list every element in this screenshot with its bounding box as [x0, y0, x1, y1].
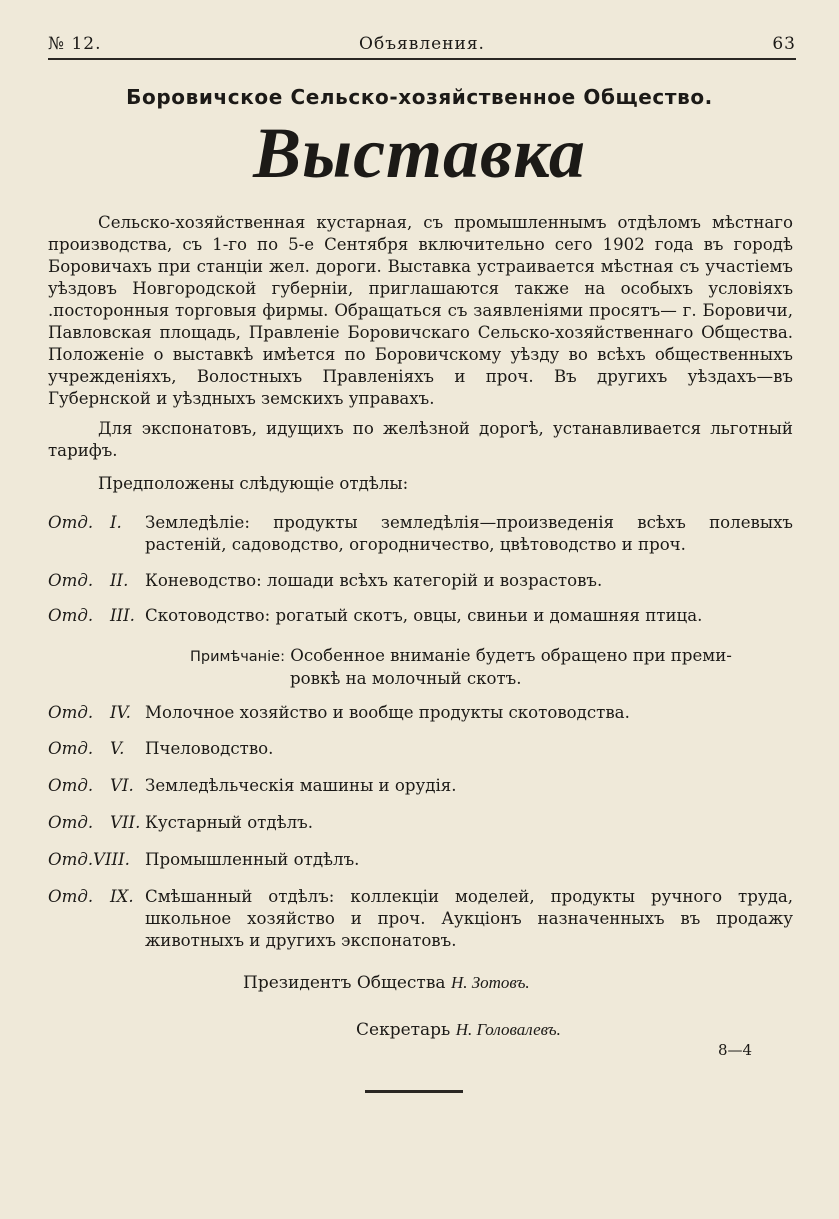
- dept-number: VIII.: [93, 850, 130, 869]
- department-item: [48, 738, 793, 760]
- dept-number: IV.: [110, 703, 131, 722]
- dept-number: IX.: [110, 887, 134, 906]
- department-item: [48, 886, 793, 952]
- dept-text: Коневодство: лошади всѣхъ категорій и возрастовъ.: [145, 571, 603, 590]
- dept-text: Пчеловодство.: [145, 739, 274, 758]
- dept-number: III.: [110, 606, 135, 625]
- department-item: [48, 812, 793, 834]
- society-name: Боровичское Сельско-хозяйственное Общество.: [126, 85, 713, 109]
- note: [190, 645, 792, 690]
- secretary-title: Секретарь: [356, 1020, 451, 1040]
- dept-text: Земледѣльческія машины и орудія.: [145, 776, 457, 795]
- order-number: 8—4: [718, 1041, 753, 1059]
- dept-text: Кустарный отдѣлъ.: [145, 813, 313, 832]
- note-text-line2: ровкѣ на молочный скотъ.: [290, 669, 522, 688]
- dept-text: Промышленный отдѣлъ.: [145, 850, 360, 869]
- section-title: Объявления.: [359, 34, 485, 54]
- secretary-name: Н. Головалевъ.: [455, 1020, 561, 1039]
- secretary-signature: [356, 1020, 561, 1040]
- president-title: Президентъ Общества: [243, 973, 446, 993]
- page-number: 63: [772, 34, 796, 54]
- dept-label: Отд.: [48, 513, 94, 532]
- header-rule: [48, 58, 796, 60]
- departments-preface: Предположены слѣдующіе отдѣлы:: [98, 474, 409, 493]
- department-item: [48, 702, 793, 724]
- president-name: Н. Зотовъ.: [450, 973, 530, 992]
- note-label: Примѣчаніе:: [190, 649, 285, 665]
- announcement-title: Выставка: [253, 113, 586, 193]
- dept-number: II.: [110, 571, 129, 590]
- issue-number: № 12.: [48, 34, 102, 54]
- dept-label: Отд.: [48, 887, 94, 906]
- dept-number: I.: [110, 513, 122, 532]
- dept-label: Отд.: [48, 703, 94, 722]
- department-item: [48, 512, 793, 556]
- dept-number: VII.: [110, 813, 141, 832]
- dept-label: Отд.: [48, 606, 94, 625]
- page-header: [48, 34, 796, 56]
- dept-text: Земледѣліе: продукты земледѣлія—произведенія всѣхъ полевыхъ растеній, садоводство, огородничество, цвѣтоводство и проч.: [145, 513, 793, 554]
- dept-label: Отд.: [48, 571, 94, 590]
- dept-number: VI.: [110, 776, 134, 795]
- dept-text: Скотоводство: рогатый скотъ, овцы, свиньи и домашняя птица.: [145, 606, 703, 625]
- dept-label: Отд.: [48, 813, 94, 832]
- intro-paragraph: Сельско-хозяйственная кустарная, съ промышленнымъ отдѣломъ мѣстнаго производства, съ 1-го по 5-е Сентября включительно сего 1902 года въ городѣ Боровичахъ при станціи жел. дороги. Выставка устраивается мѣстная съ участіемъ уѣздовъ Новгородской губерніи, приглашаются также на особыхъ условіяхъ .посторонныя торговыя фирмы. Обращаться съ заявленіями просятъ— г. Боровичи, Павловская площадь, Правленіе Боровичскаго Сельско-хозяйственнаго Общества. Положеніе о выставкѣ имѣется по Боровичскому уѣзду во всѣхъ общественныхъ учрежденіяхъ, Волостныхъ Правленіяхъ и проч. Въ другихъ уѣздахъ—въ Губернской и уѣздныхъ земскихъ управахъ.: [48, 213, 793, 408]
- department-item: [48, 849, 793, 871]
- department-item: [48, 605, 793, 627]
- dept-text: Смѣшанный отдѣлъ: коллекціи моделей, продукты ручного труда, школьное хозяйство и проч. Аукціонъ назначенныхъ въ продажу животныхъ и другихъ экспонатовъ.: [145, 887, 793, 950]
- dept-label: Отд.: [48, 739, 94, 758]
- note-text-line1: Особенное вниманіе будетъ обращено при преми-: [290, 646, 732, 665]
- tariff-paragraph: Для экспонатовъ, идущихъ по желѣзной дорогѣ, устанавливается льготный тарифъ.: [48, 419, 793, 460]
- president-signature: [243, 973, 530, 993]
- department-item: [48, 775, 793, 797]
- dept-label: Отд.: [48, 850, 94, 869]
- department-item: [48, 570, 793, 592]
- dept-label: Отд.: [48, 776, 94, 795]
- end-rule: [365, 1090, 463, 1093]
- dept-text: Молочное хозяйство и вообще продукты скотоводства.: [145, 703, 630, 722]
- dept-number: V.: [110, 739, 125, 758]
